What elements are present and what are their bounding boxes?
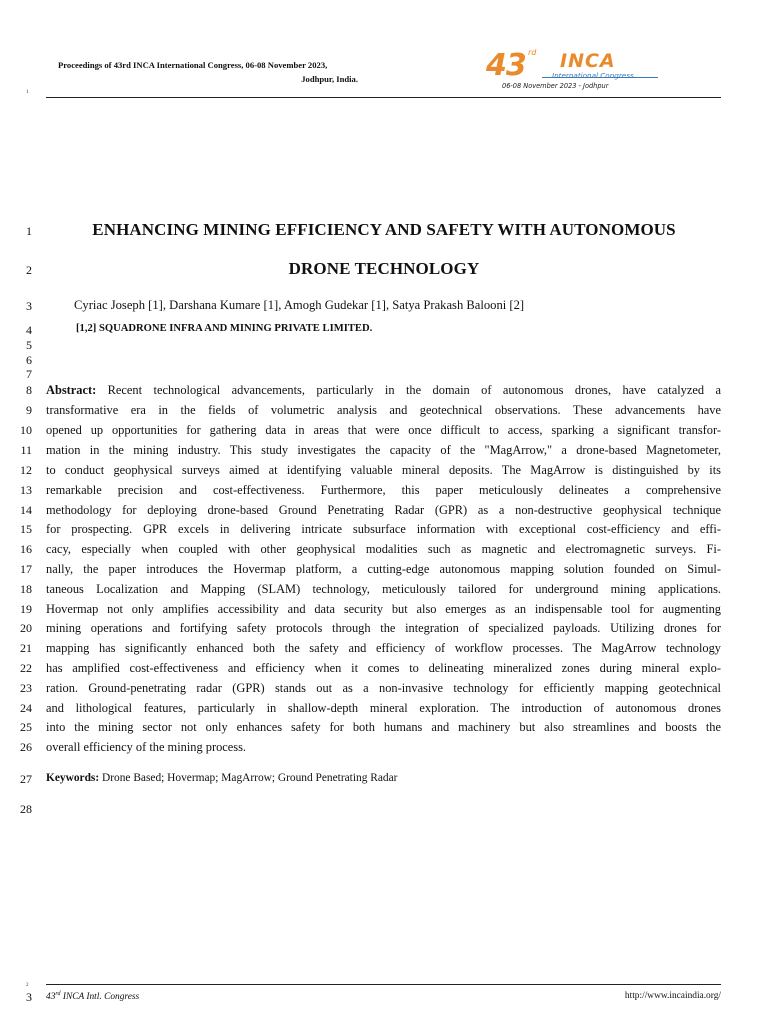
abstract-line: methodology for deploying drone-based Ground Penetrating Radar (GPR) as a non-destructive geophysical technique [46, 503, 721, 517]
abstract-label: Abstract: [46, 383, 97, 397]
line-number: 23 [20, 681, 32, 695]
abstract-line: cacy, especially when coupled with other geophysical modalities such as magnetic and electromagnetic surveys. Fi- [46, 542, 721, 556]
line-number: 27 [20, 772, 32, 786]
logo-number: 43 [486, 48, 526, 83]
abstract-line: opened up opportunities for gathering data in areas that were once difficult to access, sparking a significant transfor- [46, 423, 721, 437]
paper-title-line-1: ENHANCING MINING EFFICIENCY AND SAFETY WITH AUTONOMOUS [92, 220, 676, 239]
abstract-line: mapping has significantly enhanced both the safety and efficiency of workflow processes. The MagArrow technology [46, 641, 721, 655]
abstract-line: remarkable precision and cost-effectiveness. Furthermore, this paper meticulously delineates a comprehensive [46, 483, 721, 497]
line-number: 11 [20, 443, 32, 457]
abstract-line: and lithological features, particularly in shallow-depth mineral exploration. The introduction of autonomous drones [46, 701, 721, 715]
line-number: 12 [20, 463, 32, 477]
inca-logo [486, 46, 666, 92]
abstract-line [46, 382, 721, 398]
line-number: 9 [26, 403, 32, 417]
abstract-line: nally, the paper introduces the Hovermap platform, a cutting-edge autonomous mapping solution founded on Simul- [46, 562, 721, 576]
conference-line-1: Proceedings of 43rd INCA International Congress, 06-08 November 2023, [58, 60, 328, 70]
abstract-line: transformative era in the fields of volumetric analysis and geotechnical observations. These advancements have [46, 403, 721, 417]
footer-congress-number: 43 [46, 992, 56, 1003]
line-number: 21 [20, 641, 32, 655]
paper-title-line-2: DRONE TECHNOLOGY [288, 259, 480, 278]
line-number: 24 [20, 701, 32, 715]
footer-rule [46, 984, 721, 985]
conference-header [58, 58, 358, 86]
logo-dates: 06-08 November 2023 - Jodhpur [502, 82, 609, 90]
logo-name: INCA [560, 50, 616, 72]
line-number: 14 [20, 503, 32, 517]
abstract-line: overall efficiency of the mining process. [46, 740, 247, 754]
line-number: 5 [26, 338, 32, 352]
line-number: 4 [26, 323, 32, 337]
abstract-line: ration. Ground-penetrating radar (GPR) stands out as a non-invasive technology for efficiently mapping geotechnical [46, 681, 721, 695]
paper-authors: Cyriac Joseph [1], Darshana Kumare [1], Amogh Gudekar [1], Satya Prakash Balooni [2] [74, 298, 525, 312]
line-number: 17 [20, 562, 32, 576]
footer-mark: 2 [26, 983, 29, 988]
abstract-line: mation in the mining industry. This study investigates the capacity of the "MagArrow," a drone-based Magnetometer, [46, 443, 721, 457]
logo-underline [542, 77, 658, 78]
line-number: 20 [20, 621, 32, 635]
line-number: 1 [26, 224, 32, 238]
abstract-line: mining operations and fortifying safety protocols through the integration of specialized payloads. Utilizing drones for [46, 621, 721, 635]
keywords-text: Drone Based; Hovermap; MagArrow; Ground Penetrating Radar [99, 772, 398, 784]
abstract-line: into the mining sector not only enhances safety for both humans and machinery but also streamlines and boosts the [46, 720, 721, 734]
header-mark: 1 [26, 90, 29, 95]
abstract-line: taneous Localization and Mapping (SLAM) technology, meticulously tailored for underground mining applications. [46, 582, 721, 596]
abstract-line: to conduct geophysical surveys aimed at identifying valuable mineral deposits. The MagArrow is distinguished by its [46, 463, 721, 477]
keywords [46, 772, 397, 784]
logo-subtitle: International Congress [552, 71, 634, 80]
line-number: 15 [20, 522, 32, 536]
abstract-line: for prospecting. GPR excels in delivering intricate subsurface information with exceptional cost-efficiency and effi- [46, 522, 721, 536]
line-number: 6 [26, 353, 32, 367]
line-number: 2 [26, 263, 32, 277]
line-number: 28 [20, 802, 32, 816]
line-number: 8 [26, 383, 32, 397]
line-number: 3 [26, 299, 32, 313]
line-number: 18 [20, 582, 32, 596]
line-number: 25 [20, 720, 32, 734]
footer-congress [46, 991, 139, 1002]
conference-line-2: Jodhpur, India. [301, 74, 358, 84]
line-number: 16 [20, 542, 32, 556]
abstract-line: has amplified cost-effectiveness and efficiency when it comes to delineating mineralized zones during mineral explo- [46, 661, 721, 675]
abstract-line: Hovermap not only amplifies accessibility and data security but also emerges as an indispensable tool for augmenting [46, 602, 721, 616]
line-number: 7 [26, 367, 32, 381]
line-number: 13 [20, 483, 32, 497]
header-rule [46, 97, 721, 98]
line-number: 10 [20, 423, 32, 437]
footer-url-link[interactable]: http://www.incaindia.org/ [624, 991, 721, 1001]
line-number: 26 [20, 740, 32, 754]
logo-suffix: rd [528, 48, 537, 57]
abstract-text: Recent technological advancements, particularly in the domain of autonomous drones, have catalyzed a [96, 383, 721, 397]
footer-congress-sup: rd [55, 991, 61, 997]
keywords-label: Keywords: [46, 772, 100, 784]
page-number: 3 [26, 990, 32, 1004]
line-number: 19 [20, 602, 32, 616]
footer-congress-name: INCA Intl. Congress [60, 992, 140, 1003]
line-number: 22 [20, 661, 32, 675]
paper-affiliation: [1,2] SQUADRONE INFRA AND MINING PRIVATE LIMITED. [76, 323, 373, 334]
